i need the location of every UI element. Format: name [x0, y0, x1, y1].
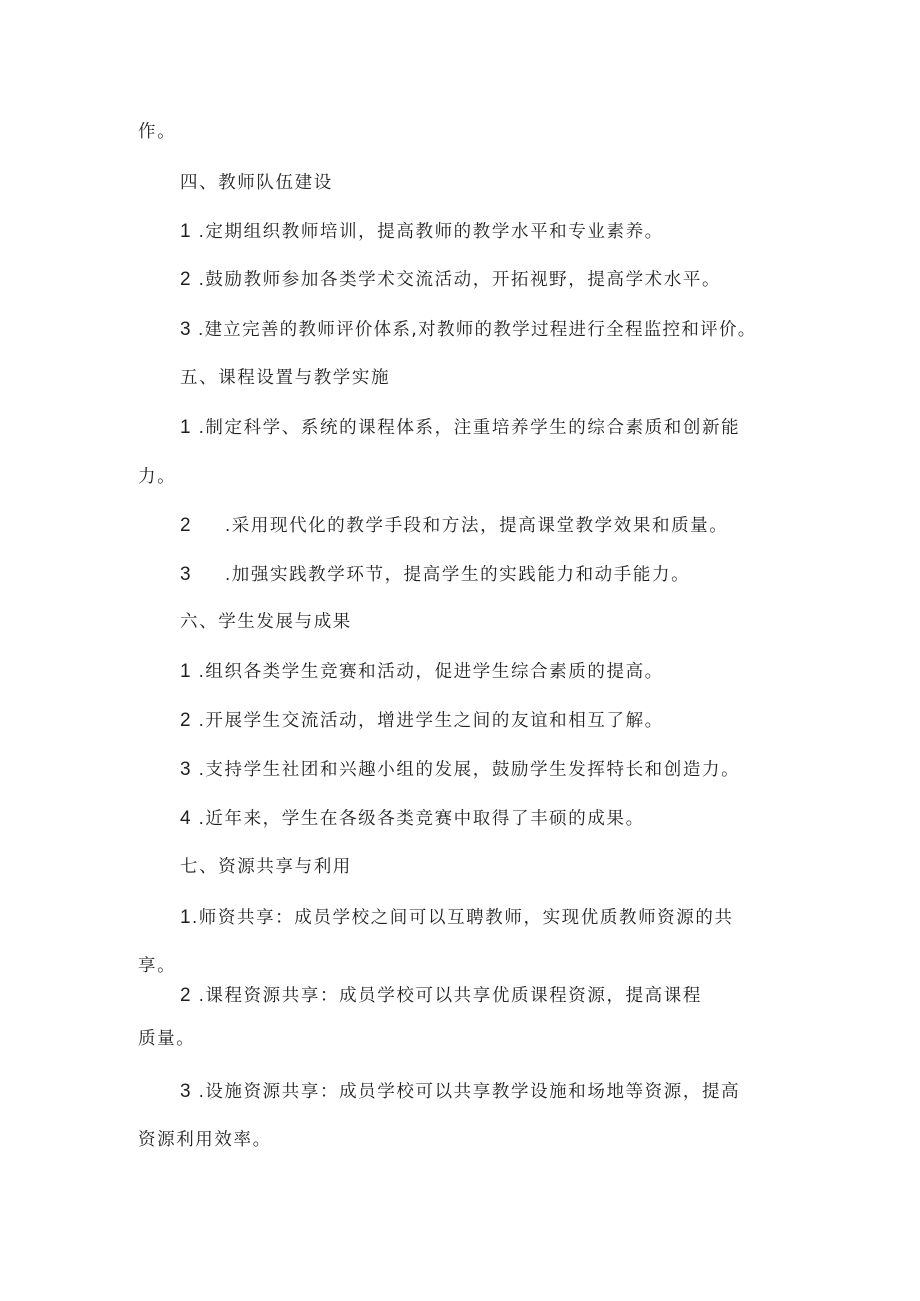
list-item	[180, 563, 690, 586]
item-number: 3	[180, 1081, 193, 1102]
item-number: 1	[180, 907, 193, 928]
list-item	[180, 268, 721, 291]
item-text: 支持学生社团和兴趣小组的发展，鼓励学生发挥特长和创造力。	[205, 760, 741, 780]
item-number: 2	[180, 269, 193, 290]
list-item	[180, 660, 664, 683]
list-item	[180, 416, 740, 439]
item-text: 鼓励教师参加各类学术交流活动，开拓视野，提高学术水平。	[205, 270, 722, 290]
item-number: 3	[180, 564, 193, 585]
list-item-continuation: 质量。	[138, 1029, 196, 1049]
list-item	[180, 318, 757, 341]
list-item	[180, 906, 734, 929]
list-item	[180, 807, 645, 830]
item-separator: .	[192, 515, 232, 535]
item-number: 3	[180, 759, 193, 780]
item-separator: .	[192, 661, 206, 681]
item-text: 组织各类学生竞赛和活动，促进学生综合素质的提高。	[205, 662, 664, 682]
item-separator: .	[192, 985, 206, 1005]
list-item	[180, 758, 740, 781]
item-number: 2	[180, 515, 193, 536]
item-text: 近年来，学生在各级各类竞赛中取得了丰硕的成果。	[205, 809, 645, 829]
item-text: 课程资源共享：成员学校可以共享优质课程资源，提高课程	[205, 986, 702, 1006]
item-text: 采用现代化的教学手段和方法，提高课堂教学效果和质量。	[231, 516, 729, 536]
item-text: 设施资源共享：成员学校可以共享教学设施和场地等资源，提高	[205, 1082, 741, 1102]
item-separator: .	[192, 710, 206, 730]
item-separator: .	[192, 269, 206, 289]
item-separator: .	[192, 907, 199, 927]
item-text: 加强实践教学环节，提高学生的实践能力和动手能力。	[231, 565, 691, 585]
item-text: 制定科学、系统的课程体系，注重培养学生的综合素质和创新能	[205, 418, 741, 438]
item-text: 师资共享：成员学校之间可以互聘教师，实现优质教师资源的共	[198, 908, 734, 928]
list-item	[180, 709, 664, 732]
item-separator: .	[191, 319, 205, 339]
item-separator: .	[192, 564, 232, 584]
list-item	[180, 984, 702, 1007]
item-number: 1	[180, 661, 193, 682]
item-separator: .	[192, 221, 206, 241]
item-separator: .	[192, 1081, 206, 1101]
item-text: 定期组织教师培训，提高教师的教学水平和专业素养。	[205, 222, 664, 242]
item-separator: .	[192, 808, 206, 828]
item-number: 2	[180, 710, 193, 731]
list-item	[180, 220, 664, 243]
section-heading-6: 六、学生发展与成果	[180, 612, 352, 632]
continuation-line: 作。	[138, 122, 177, 142]
list-item-continuation: 享。	[138, 956, 177, 976]
list-item-continuation: 力。	[138, 467, 177, 487]
list-item	[180, 514, 728, 537]
list-item-continuation: 资源利用效率。	[138, 1130, 272, 1150]
item-number: 3	[180, 319, 192, 340]
item-text: 建立完善的教师评价体系,对教师的教学过程进行全程监控和评价。	[204, 320, 757, 340]
list-item	[180, 1080, 740, 1103]
section-heading-4: 四、教师队伍建设	[180, 173, 333, 193]
item-separator: .	[192, 759, 206, 779]
section-heading-5: 五、课程设置与教学实施	[180, 368, 391, 388]
item-text: 开展学生交流活动，增进学生之间的友谊和相互了解。	[205, 711, 664, 731]
item-number: 1	[180, 221, 193, 242]
item-number: 1	[180, 417, 193, 438]
item-number: 2	[180, 985, 193, 1006]
item-number: 4	[180, 808, 193, 829]
section-heading-7: 七、资源共享与利用	[180, 857, 352, 877]
item-separator: .	[192, 417, 206, 437]
